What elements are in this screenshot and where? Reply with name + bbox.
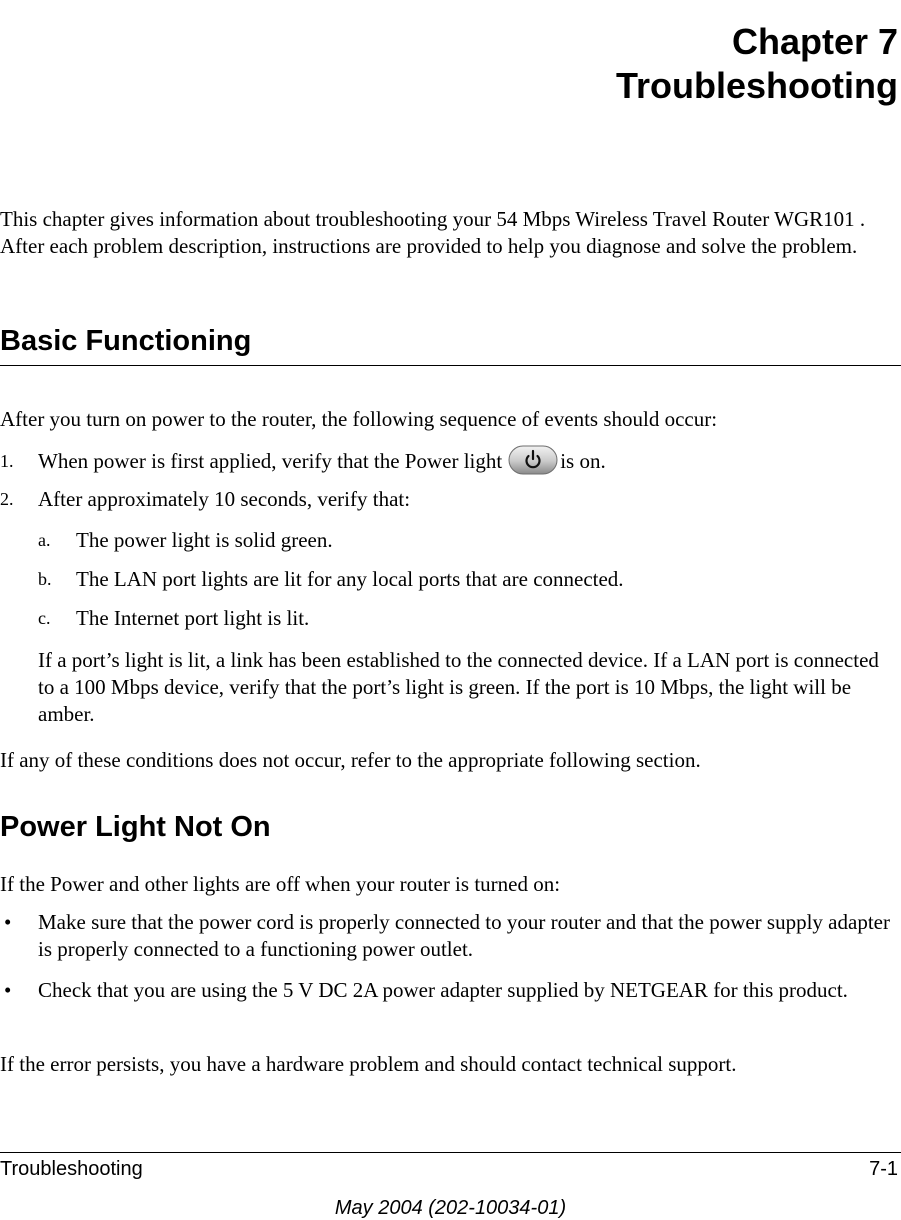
- step-1-text-before: When power is first applied, verify that the Power light: [38, 449, 503, 473]
- chapter-name: Troubleshooting: [616, 65, 898, 106]
- step-number: 2.: [0, 489, 14, 509]
- substep-letter: c.: [38, 608, 51, 628]
- section-heading-power-light-not-on: Power Light Not On: [0, 811, 271, 843]
- bullet-marker: •: [4, 910, 12, 934]
- bullet-marker: •: [4, 978, 12, 1002]
- power-closing-paragraph: If the error persists, you have a hardware problem and should contact technical support.: [0, 1052, 737, 1076]
- bullet-text: Check that you are using the 5 V DC 2A power adapter supplied by NETGEAR for this product.: [38, 978, 848, 1002]
- footer-rule: [0, 1152, 901, 1153]
- section-rule: [0, 365, 901, 366]
- footer-date: May 2004 (202-10034-01): [334, 1197, 567, 1219]
- basic-closing-paragraph: If any of these conditions does not occur, refer to the appropriate following section.: [0, 748, 701, 772]
- basic-lead-paragraph: After you turn on power to the router, the following sequence of events should occur:: [0, 407, 718, 431]
- substep-letter: b.: [38, 569, 52, 589]
- footer-page-number: 7-1: [869, 1158, 898, 1180]
- substep-text: The Internet port light is lit.: [76, 606, 310, 630]
- step-2-text: After approximately 10 seconds, verify that:: [38, 487, 411, 511]
- power-icon: [508, 445, 558, 475]
- substep-text: The power light is solid green.: [76, 528, 333, 552]
- footer-section-name: Troubleshooting: [0, 1158, 143, 1180]
- step-1-text-after: is on.: [560, 449, 606, 473]
- chapter-title: [616, 20, 898, 108]
- power-lead-paragraph: If the Power and other lights are off when your router is turned on:: [0, 872, 561, 896]
- step-number: 1.: [0, 451, 14, 471]
- intro-paragraph: This chapter gives information about troubleshooting your 54 Mbps Wireless Travel Router WGR101 . After each problem description, instructions are provided to help you diagnose and solve the problem.: [0, 207, 866, 258]
- section-heading-basic-functioning: Basic Functioning: [0, 325, 252, 357]
- port-light-note: If a port’s light is lit, a link has been established to the connected device. If a LAN port is connected to a 100 Mbps device, verify that the port’s light is green. If the port is 10 Mbps, the light will be amber.: [38, 648, 879, 726]
- bullet-text: Make sure that the power cord is properly connected to your router and that the power supply adapter is properly connected to a functioning power outlet.: [38, 910, 890, 961]
- substep-text: The LAN port lights are lit for any local ports that are connected.: [76, 567, 624, 591]
- chapter-number: Chapter 7: [731, 21, 898, 62]
- substep-letter: a.: [38, 530, 51, 550]
- step-1-text: [38, 448, 898, 475]
